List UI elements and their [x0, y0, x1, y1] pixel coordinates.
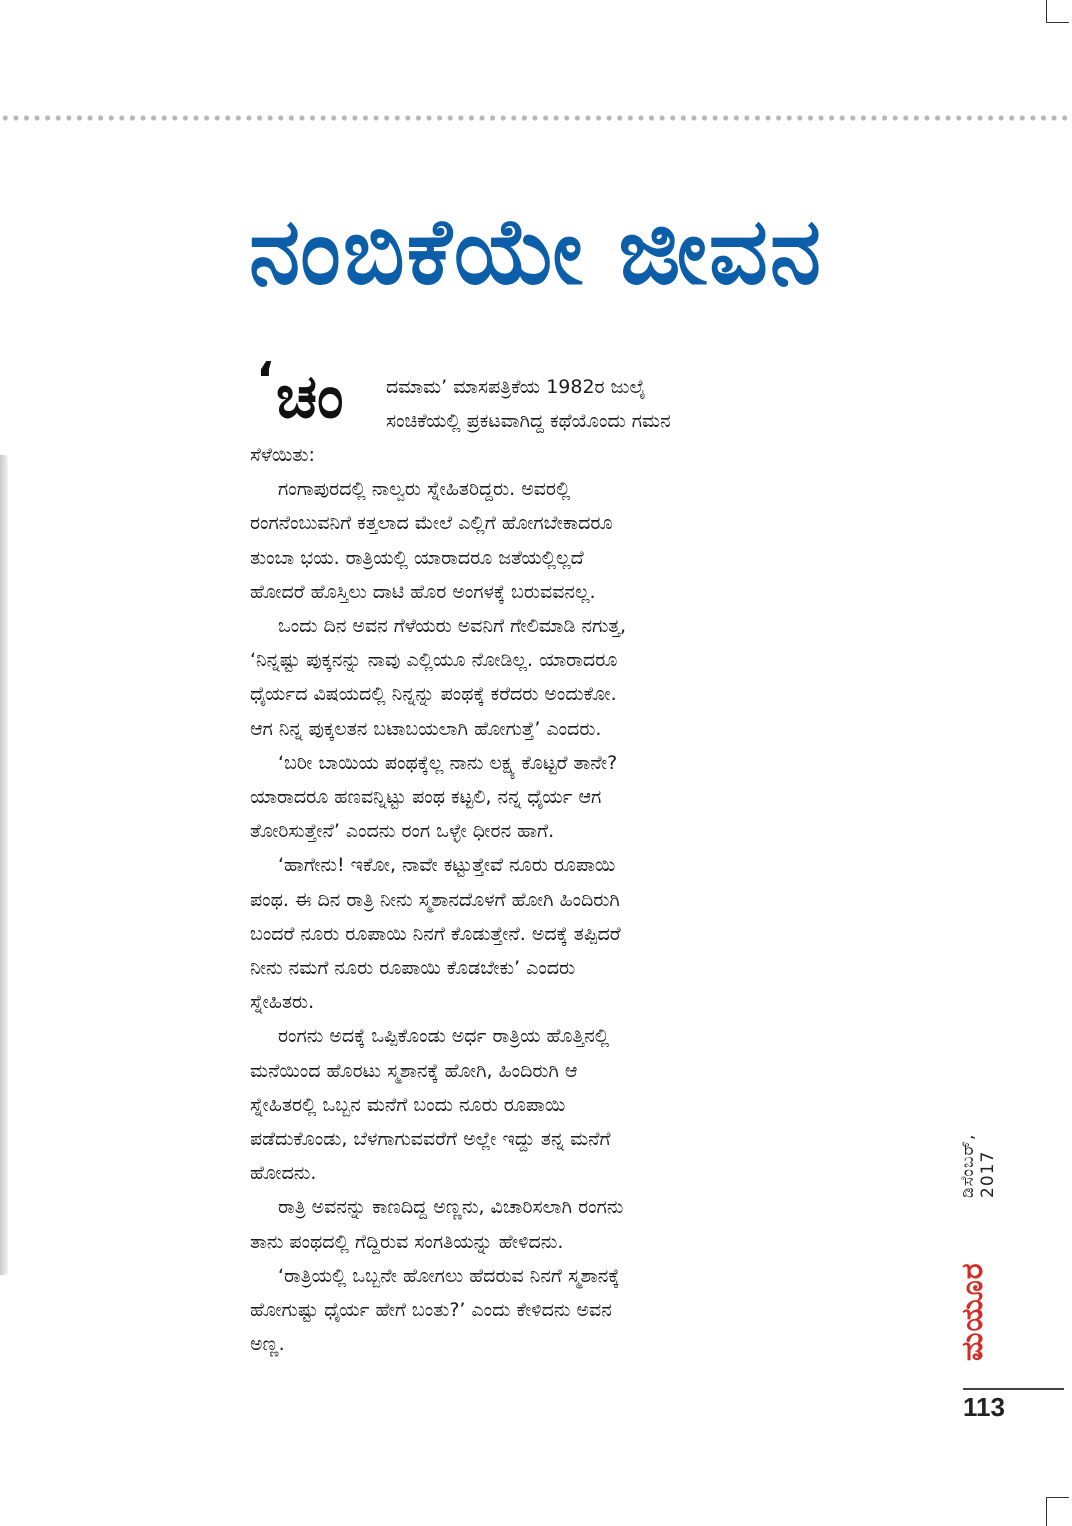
page-edge-shadow [0, 455, 8, 1275]
paragraph-line: ‘ಬರೀ ಬಾಯಿಯ ಪಂಥಕ್ಕೆಲ್ಲ ನಾನು ಲಕ್ಷ್ಯ ಕೊಟ್ಟರೆ ತಾನೇ? [278, 751, 618, 774]
paragraph-line: ರಂಗನೆಂಬುವನಿಗೆ ಕತ್ತಲಾದ ಮೇಲೆ ಎಲ್ಲಿಗೆ ಹೋಗಬೇಕಾದರೂ [250, 512, 613, 535]
paragraph-line: ಸ್ನೇಹಿತರು. [250, 991, 315, 1014]
paragraph-line: ಧೈರ್ಯದ ವಿಷಯದಲ್ಲಿ ನಿನ್ನನ್ನು ಪಂಥಕ್ಕೆ ಕರೆದರು ಅಂದುಕೋ. [250, 683, 617, 706]
lead-text [386, 370, 816, 438]
paragraph-line: ರಂಗನು ಅದಕ್ಕೆ ಒಪ್ಪಿಕೊಂಡು ಅರ್ಧ ರಾತ್ರಿಯ ಹೊತ್ತಿನಲ್ಲಿ [278, 1025, 610, 1048]
page-number: 113 [963, 1392, 1005, 1422]
paragraph [250, 1019, 815, 1190]
paragraph-line: ‘ರಾತ್ರಿಯಲ್ಲಿ ಒಬ್ಬನೇ ಹೋಗಲು ಹೆದರುವ ನಿನಗೆ ಸ್ಮಶಾನಕ್ಕೆ [278, 1264, 620, 1287]
paragraph [250, 472, 815, 609]
paragraph-line: ಪಂಥ. ಈ ದಿನ ರಾತ್ರಿ ನೀನು ಸ್ಮಶಾನದೊಳಗೆ ಹೋಗಿ ಹಿಂದಿರುಗಿ [250, 888, 620, 911]
paragraph-line: ಯಾರಾದರೂ ಹಣವನ್ನಿಟ್ಟು ಪಂಥ ಕಟ್ಟಲಿ, ನನ್ನ ಧೈರ್ಯ ಆಗ [250, 786, 602, 809]
paragraph [250, 848, 815, 1019]
paragraph-line: ಗಂಗಾಪುರದಲ್ಲಿ ನಾಲ್ವರು ಸ್ನೇಹಿತರಿದ್ದರು. ಅವರಲ್ಲಿ [278, 478, 571, 501]
crop-mark-bottom [1046, 1497, 1069, 1526]
paragraph [250, 609, 815, 746]
paragraph-line: ಪಡೆದುಕೊಂಡು, ಬೆಳಗಾಗುವವರೆಗೆ ಅಲ್ಲೇ ಇದ್ದು ತನ್ನ ಮನೆಗೆ [250, 1128, 611, 1151]
page-number-rule [963, 1388, 1064, 1390]
paragraph-line: ಒಂದು ದಿನ ಅವನ ಗೆಳೆಯರು ಅವನಿಗೆ ಗೇಲಿಮಾಡಿ ನಗುತ್ತ, [278, 615, 627, 638]
paragraph-line: ಆಗ ನಿನ್ನ ಪುಕ್ಕಲತನ ಬಟಾಬಯಲಾಗಿ ಹೋಗುತ್ತೆ’ ಎಂದರು. [250, 717, 602, 740]
article-body [250, 352, 815, 1361]
paragraph-line: ಮನೆಯಿಂದ ಹೊರಟು ಸ್ಮಶಾನಕ್ಕೆ ಹೋಗಿ, ಹಿಂದಿರುಗಿ ಆ [250, 1059, 578, 1082]
magazine-logo: ಮಯೂರ [955, 1262, 990, 1361]
paragraph-line: ಅಣ್ಣ. [250, 1333, 285, 1356]
issue-date: ಡಿಸೆಂಬರ್, 2017 [958, 1133, 998, 1198]
paragraph-list [250, 472, 815, 1361]
article-title: ನಂಬಿಕೆಯೇ ಜೀವನ [248, 198, 824, 305]
paragraph-line: ನೀನು ನಮಗೆ ನೂರು ರೂಪಾಯಿ ಕೊಡಬೇಕು’ ಎಂದರು [250, 957, 576, 980]
paragraph-line: ತಾನು ಪಂಥದಲ್ಲಿ ಗೆದ್ದಿರುವ ಸಂಗತಿಯನ್ನು ಹೇಳಿದನು. [250, 1230, 564, 1253]
paragraph-line: ರಾತ್ರಿ ಅವನನ್ನು ಕಾಣದಿದ್ದ ಅಣ್ಣನು, ವಿಚಾರಿಸಲಾಗಿ ರಂಗನು [278, 1196, 624, 1219]
paragraph-line: ಹೋಗುಷ್ಟು ಧೈರ್ಯ ಹೇಗೆ ಬಂತು?’ ಎಂದು ಕೇಳಿದನು ಅವನ [250, 1299, 612, 1322]
paragraph-line: ‘ಹಾಗೇನು! ಇಕೋ, ನಾವೇ ಕಟ್ಟುತ್ತೇವೆ ನೂರು ರೂಪಾಯಿ [278, 854, 616, 877]
paragraph-line: ಹೋದರೆ ಹೊಸ್ತಿಲು ದಾಟಿ ಹೊರ ಅಂಗಳಕ್ಕೆ ಬರುವವನಲ್ಲ. [250, 580, 596, 603]
paragraph-line: ತೋರಿಸುತ್ತೇನೆ’ ಎಂದನು ರಂಗ ಒಳ್ಳೇ ಧೀರನ ಹಾಗೆ. [250, 820, 555, 843]
lead-line: ಸಂಚಿಕೆಯಲ್ಲಿ ಪ್ರಕಟವಾಗಿದ್ದ ಕಥೆಯೊಂದು ಗಮನ [386, 410, 671, 432]
paragraph [250, 1190, 815, 1258]
paragraph-line: ಹೋದನು. [250, 1162, 317, 1185]
drop-cap: ಚಂ [276, 362, 344, 432]
dotted-rule [0, 114, 1072, 122]
paragraph [250, 746, 815, 849]
lead-line: ದಮಾಮ’ ಮಾಸಪತ್ರಿಕೆಯ 1982ರ ಜುಲೈ [386, 376, 646, 398]
opening-quote: ‘ [256, 352, 275, 408]
paragraph-line: ತುಂಬಾ ಭಯ. ರಾತ್ರಿಯಲ್ಲಿ ಯಾರಾದರೂ ಜತೆಯಲ್ಲಿಲ್ಲದೆ [250, 546, 584, 569]
lead-line: ಸೆಳೆಯಿತು: [250, 444, 315, 466]
paragraph-line: ‘ನಿನ್ನಷ್ಟು ಪುಕ್ಕನನ್ನು ನಾವು ಎಲ್ಲಿಯೂ ನೋಡಿಲ್ಲ. ಯಾರಾದರೂ [250, 649, 618, 672]
paragraph [250, 1259, 815, 1362]
crop-mark-top [1046, 0, 1069, 23]
lead-paragraph [250, 352, 815, 438]
paragraph-line: ಬಂದರೆ ನೂರು ರೂಪಾಯಿ ನಿನಗೆ ಕೊಡುತ್ತೇನೆ. ಅದಕ್ಕೆ ತಪ್ಪಿದರೆ [250, 922, 621, 945]
paragraph-line: ಸ್ನೇಹಿತರಲ್ಲಿ ಒಬ್ಬನ ಮನೆಗೆ ಬಂದು ನೂರು ರೂಪಾಯಿ [250, 1093, 566, 1116]
